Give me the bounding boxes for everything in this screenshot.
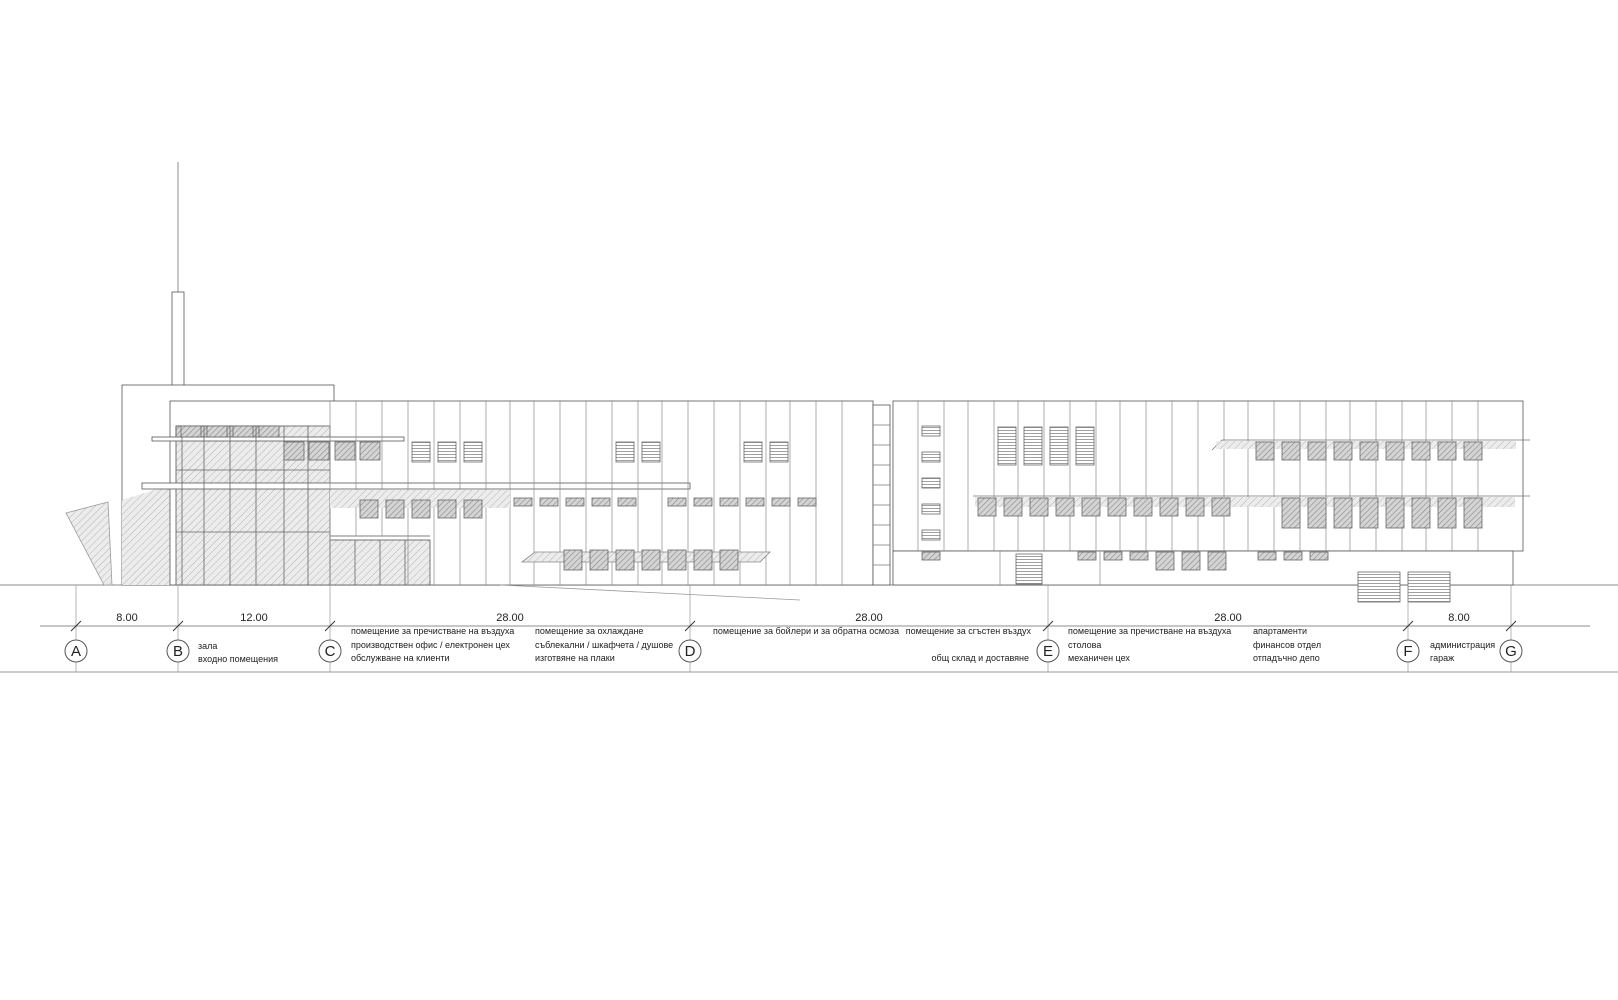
room-label: зала — [198, 641, 218, 651]
grid-axis-a — [65, 585, 87, 672]
room-labels-de-2 — [906, 626, 1032, 663]
room-label: помещение за пречистване на въздуха — [1068, 626, 1232, 636]
grid-axis-label: B — [172, 643, 184, 660]
room-label: съблекални / шкафчета / душове — [535, 640, 674, 650]
slab-upper — [152, 437, 404, 441]
side-shadow — [122, 485, 170, 585]
room-label: отпадъчно депо — [1253, 653, 1320, 663]
room-label: апартаменти — [1253, 626, 1308, 636]
stair-tower — [873, 405, 890, 585]
ramp-line — [500, 585, 800, 600]
room-label: столова — [1068, 640, 1102, 650]
room-label: обслужване на клиенти — [351, 653, 450, 663]
room-labels-bc — [198, 641, 278, 664]
grid-axis-label: A — [70, 643, 82, 660]
room-label: производствен офис / електронен цех — [351, 640, 510, 650]
grid-axis-e — [1037, 585, 1059, 672]
chimney — [172, 162, 184, 398]
grid-axis-b — [167, 585, 189, 672]
grid-axis-label: D — [684, 643, 696, 660]
room-label: механичен цех — [1068, 653, 1130, 663]
curtain-wall — [176, 426, 330, 585]
room-labels-ef-1 — [1068, 626, 1231, 663]
dimension-value: 28.00 — [1214, 612, 1242, 624]
window-group-lower-left — [564, 550, 738, 570]
building-elevation — [0, 162, 1618, 672]
grid-axis-label: F — [1403, 643, 1413, 660]
room-label: входно помещения — [198, 654, 278, 664]
grid-axis-label: C — [324, 643, 336, 660]
room-label: помещение за пречистване на въздуха — [351, 626, 515, 636]
dimension-value: 28.00 — [496, 612, 524, 624]
grid-axis-d — [679, 585, 701, 672]
canopy-wing — [66, 502, 112, 585]
room-label: гараж — [1430, 653, 1455, 663]
room-labels-cd-2 — [535, 626, 673, 663]
dimension-value: 8.00 — [1448, 612, 1470, 624]
front-volume-right — [893, 401, 1523, 551]
grid-axis-label: G — [1505, 643, 1517, 660]
dimension-values — [116, 612, 1469, 624]
room-label: помещение за сгъстен въздух — [905, 626, 1031, 636]
room-label: изготвяне на плаки — [535, 653, 615, 663]
grid-axis-label: E — [1042, 643, 1054, 660]
room-label: финансов отдел — [1253, 640, 1322, 650]
grid-axis-c — [319, 585, 341, 672]
room-label: общ склад и доставяне — [931, 653, 1029, 663]
room-labels-fg — [1430, 640, 1495, 663]
room-label: помещение за охлаждане — [535, 626, 644, 636]
dimension-value: 12.00 — [240, 612, 268, 624]
room-labels — [198, 626, 1495, 664]
room-labels-cd-1 — [351, 626, 514, 663]
room-labels-ef-2 — [1253, 626, 1321, 663]
grid-axis-g — [1500, 585, 1522, 672]
dimension-value: 28.00 — [855, 612, 883, 624]
room-label: администрация — [1430, 640, 1496, 650]
room-label: помещение за бойлери и за обратна осмоза — [713, 626, 899, 636]
room-labels-de-1 — [713, 626, 899, 636]
slab-middle — [142, 483, 690, 489]
dimension-value: 8.00 — [116, 612, 138, 624]
